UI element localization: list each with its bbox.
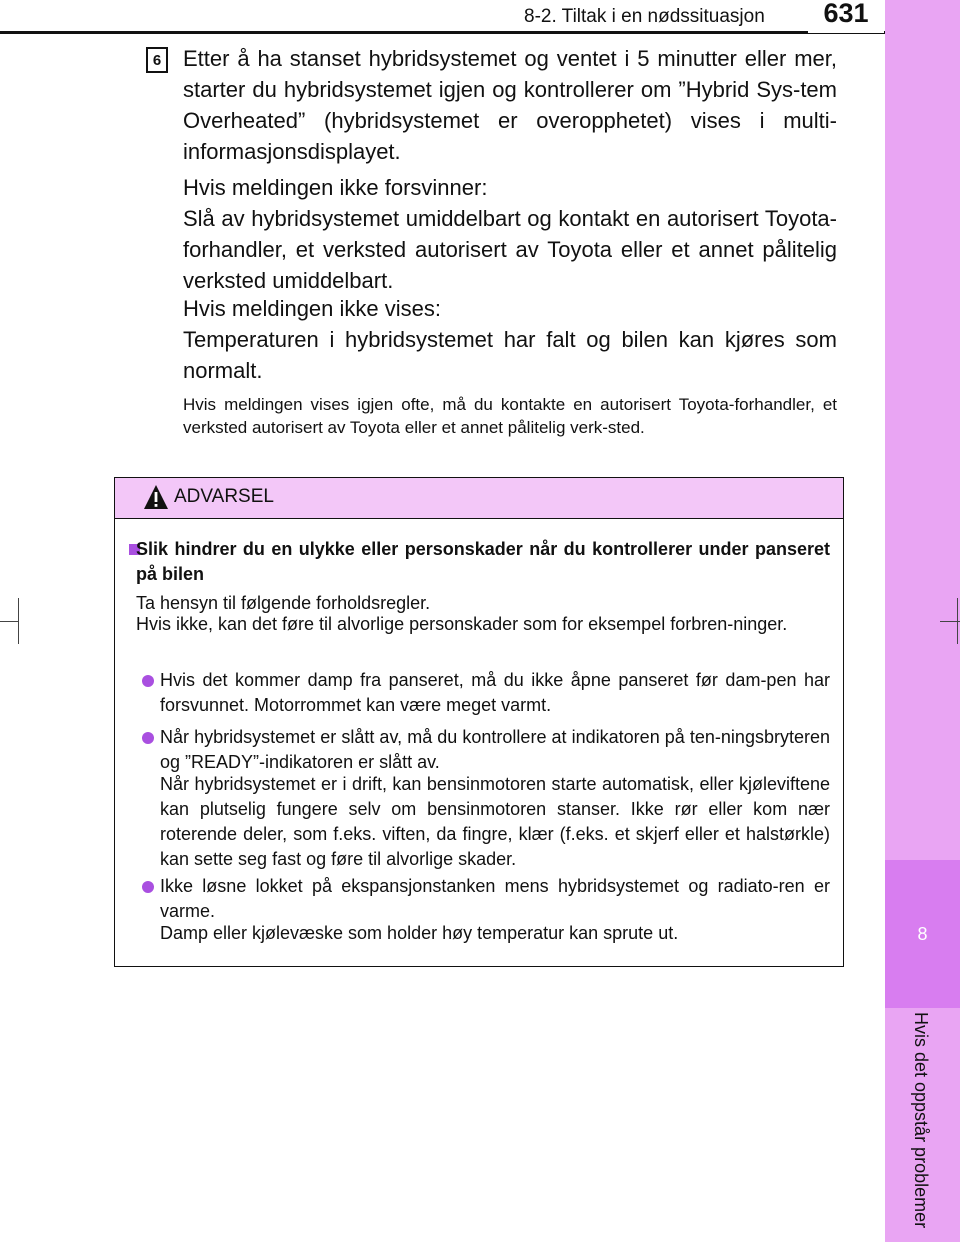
header-divider bbox=[0, 31, 885, 34]
bullet-dot bbox=[142, 675, 154, 687]
case2-text: Temperaturen i hybridsystemet har falt og bilen kan kjøres som normalt. bbox=[183, 327, 837, 383]
warning-bullet-2: Når hybridsystemet er slått av, må du kontrollere at indikatoren på ten-ningsbryteren og ”READY”-indikatoren er slått av. bbox=[160, 727, 830, 772]
chapter-number: 8 bbox=[917, 923, 928, 944]
warning-bullet-1: Hvis det kommer damp fra panseret, må du ikke åpne panseret før dam-pen har forsvunnet. Motorrommet kan være meget varmt. bbox=[160, 670, 830, 715]
warning-bullet-2-cont: Når hybridsystemet er i drift, kan bensinmotoren starte automatisk, eller kjøleviftene kan plutselig fungere selv om bensinmotoren stanser. Ikke rør eller kom nær roterende deler, som f.eks. viften, da fingre, klær (f.eks. et skjerf eller et halstørkle) kan sette seg fast og føre til alvorlige skader. bbox=[160, 774, 830, 869]
warning-intro-2: Hvis ikke, kan det føre til alvorlige personskader som for eksempel forbren-ninger. bbox=[136, 614, 788, 634]
page-number: 631 bbox=[808, 0, 884, 33]
warning-title: ADVARSEL bbox=[174, 486, 274, 507]
warning-bullet-3: Ikke løsne lokket på ekspansjonstanken mens hybridsystemet og radiato-ren er varme. bbox=[160, 876, 830, 921]
chapter-title-wrap bbox=[910, 1012, 934, 1229]
step-note: Hvis meldingen vises igjen ofte, må du kontakte en autorisert Toyota-forhandler, et verksted autorisert av Toyota eller et annet pålitelig verk-sted. bbox=[183, 395, 837, 437]
warning-header bbox=[115, 478, 843, 519]
crop-mark-left-tick bbox=[18, 598, 19, 644]
step-number-badge: 6 bbox=[146, 47, 168, 73]
crop-mark-left bbox=[0, 621, 18, 622]
case1-text: Slå av hybridsystemet umiddelbart og kontakt en autorisert Toyota-forhandler, et verksted autorisert av Toyota eller et annet pålitelig verksted umiddelbart. bbox=[183, 206, 837, 293]
case1-title: Hvis meldingen ikke forsvinner: bbox=[183, 175, 488, 200]
warning-bullet-3-cont: Damp eller kjølevæske som holder høy temperatur kan sprute ut. bbox=[160, 923, 679, 943]
section-title: 8-2. Tiltak i en nødssituasjon bbox=[524, 6, 765, 27]
warning-intro-1: Ta hensyn til følgende forholdsregler. bbox=[136, 593, 431, 613]
chapter-title: Hvis det oppstår problemer bbox=[911, 1012, 931, 1229]
chapter-number-box bbox=[885, 860, 960, 1008]
step-paragraph: Etter å ha stanset hybridsystemet og ventet i 5 minutter eller mer, starter du hybridsystemet igjen og kontrollerer om ”Hybrid Sys-tem Overheated” (hybridsystemet er overopphetet) vises i multi-informasjonsdisplayet. bbox=[183, 46, 837, 164]
warning-triangle-icon bbox=[143, 484, 169, 510]
warning-box bbox=[114, 477, 844, 967]
warning-heading: Slik hindrer du en ulykke eller personskader når du kontrollerer under panseret på bilen bbox=[136, 539, 830, 584]
bullet-dot bbox=[142, 881, 154, 893]
crop-mark-right-tick bbox=[957, 598, 958, 644]
case2-title: Hvis meldingen ikke vises: bbox=[183, 296, 441, 321]
bullet-dot bbox=[142, 732, 154, 744]
